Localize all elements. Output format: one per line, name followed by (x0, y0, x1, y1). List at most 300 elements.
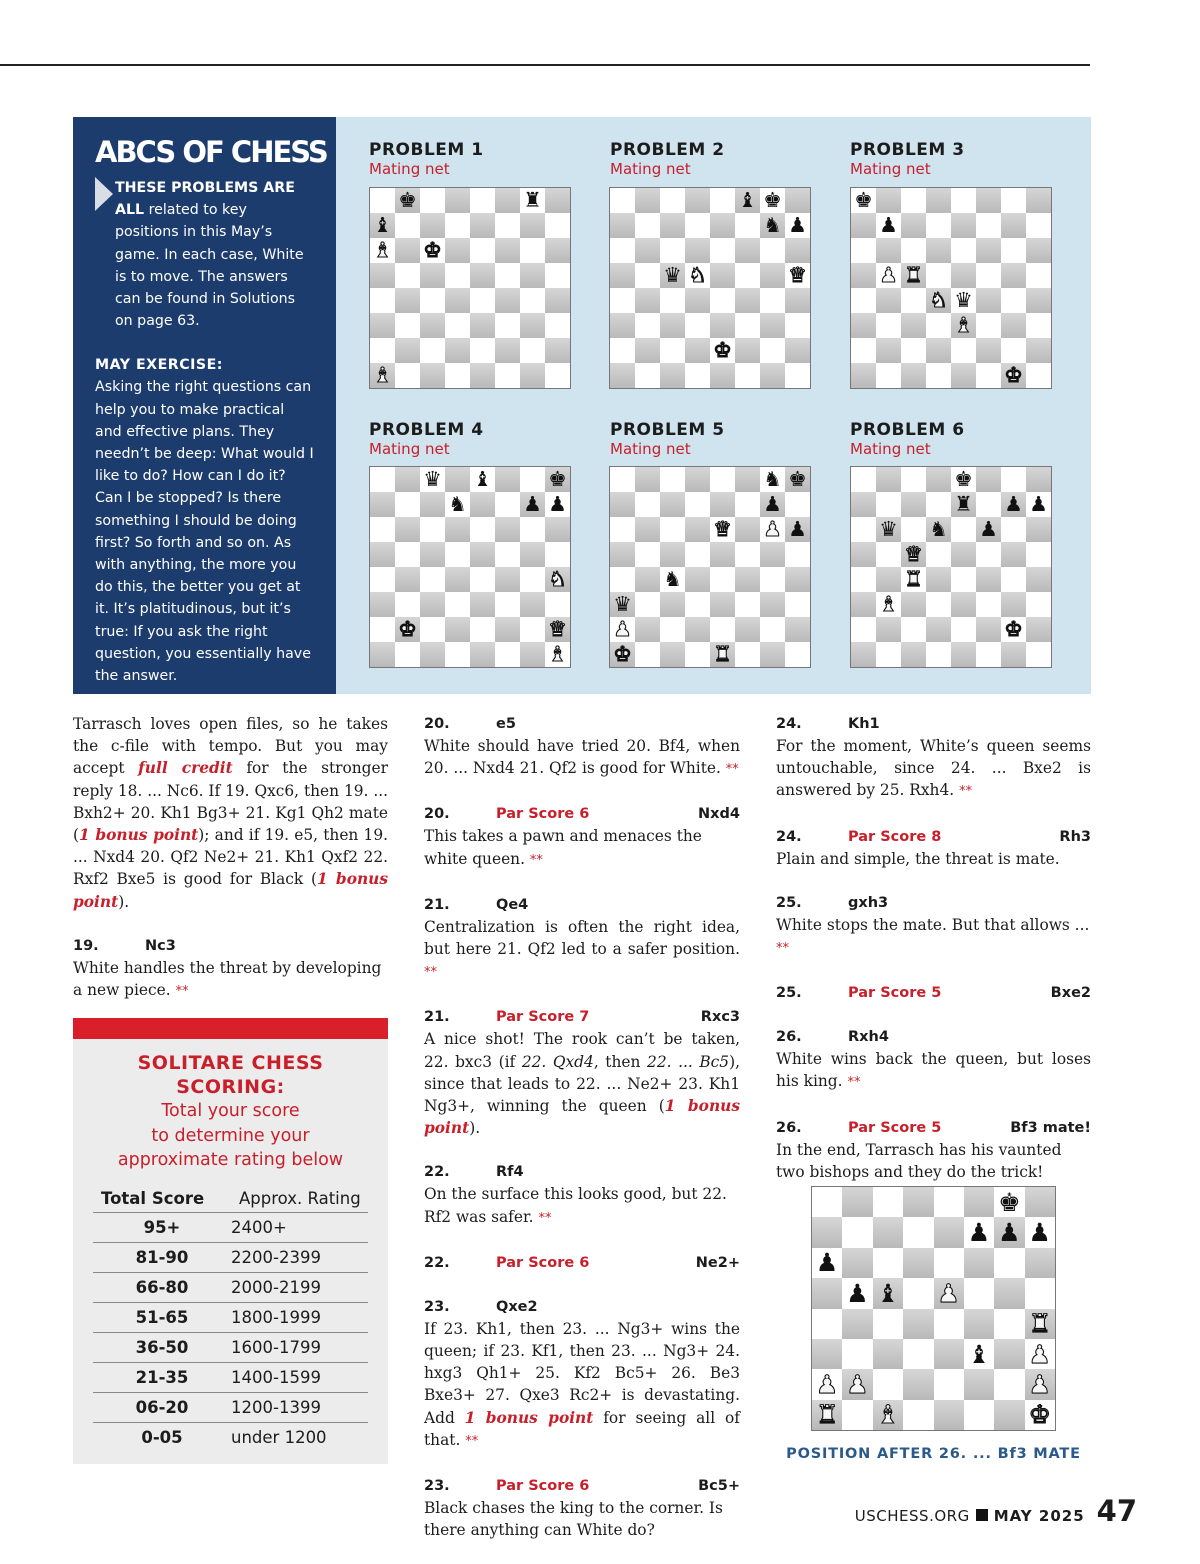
white-knight-icon: ♞ (688, 263, 707, 288)
board-square (735, 213, 760, 238)
white-king-icon: ♚ (1028, 1400, 1052, 1430)
board-square (395, 592, 420, 617)
black-king-icon: ♚ (398, 188, 417, 213)
board-square (545, 542, 570, 567)
board-square (520, 363, 545, 388)
board-square (635, 188, 660, 213)
white-pawn-icon: ♟ (1028, 1369, 1052, 1399)
par-score-header: 24. Par Score 8 Rh3 (776, 828, 1091, 845)
move-header: 26. Rxh4 (776, 1029, 889, 1046)
board-square (685, 338, 710, 363)
board-square (851, 238, 876, 263)
board-square (842, 1248, 872, 1278)
board-square (635, 517, 660, 542)
white-bishop-icon: ♝ (879, 592, 898, 617)
white-pawn-icon: ♟ (879, 263, 898, 288)
board-square (370, 263, 395, 288)
white-rook-icon: ♜ (713, 642, 732, 667)
column-3 (776, 713, 1091, 1183)
board-square (851, 363, 876, 388)
board-square (685, 617, 710, 642)
board-square (495, 188, 520, 213)
board-square (785, 492, 810, 517)
board-square (660, 363, 685, 388)
table-row (93, 1212, 368, 1242)
board-square (445, 617, 470, 642)
top-rule (0, 64, 1090, 66)
board-square (545, 313, 570, 338)
board-square (901, 188, 926, 213)
board-square (1025, 1278, 1055, 1308)
board-square (495, 642, 520, 667)
board-square (545, 567, 570, 592)
problem-5 (610, 420, 820, 459)
board-square (901, 213, 926, 238)
board-square (976, 313, 1001, 338)
board-square (1025, 1248, 1055, 1278)
board-square (395, 363, 420, 388)
problem-title: PROBLEM 6 (850, 420, 965, 440)
board-square (901, 542, 926, 567)
board-square (470, 567, 495, 592)
board-square (851, 188, 876, 213)
scoring-box (73, 1018, 388, 1464)
board-square (1025, 1217, 1055, 1247)
board-square (760, 263, 785, 288)
chess-board-problem-1 (369, 187, 571, 389)
board-square (470, 517, 495, 542)
board-square (876, 617, 901, 642)
board-square (445, 313, 470, 338)
white-knight-icon: ♞ (929, 288, 948, 313)
move-comment: White handles the threat by developing a new piece. ** (73, 958, 382, 1000)
rating-range: 1600-1799 (231, 1332, 368, 1362)
board-square (470, 188, 495, 213)
board-square (812, 1400, 842, 1430)
black-knight-icon: ♞ (763, 213, 782, 238)
problem-subtitle: Mating net (369, 440, 450, 458)
board-square (1001, 492, 1026, 517)
board-square (395, 188, 420, 213)
board-square (520, 517, 545, 542)
black-bishop-icon: ♝ (967, 1339, 991, 1369)
board-square (901, 467, 926, 492)
move-comment: White stops the mate. But that allows ... ** (776, 915, 1090, 957)
board-square (710, 238, 735, 263)
board-square (520, 313, 545, 338)
board-square (785, 313, 810, 338)
board-square (420, 592, 445, 617)
board-square (710, 492, 735, 517)
board-square (710, 338, 735, 363)
board-square (370, 592, 395, 617)
black-pawn-icon: ♟ (879, 213, 898, 238)
board-square (635, 213, 660, 238)
board-square (976, 338, 1001, 363)
black-queen-icon: ♛ (663, 263, 682, 288)
move-comment: Plain and simple, the threat is mate. (776, 849, 1060, 868)
board-square (951, 592, 976, 617)
board-square (610, 567, 635, 592)
board-square (994, 1187, 1024, 1217)
board-square (395, 517, 420, 542)
board-square (876, 313, 901, 338)
board-square (842, 1278, 872, 1308)
black-pawn-icon: ♟ (548, 492, 567, 517)
board-square (495, 592, 520, 617)
chess-board-problem-3 (850, 187, 1052, 389)
table-row (93, 1272, 368, 1302)
move-comment: Black chases the king to the corner. Is there anything can White do? (424, 1499, 723, 1540)
exercise-body: Asking the right questions can help you to make practical and effective plans. They needn’t be deep: What would I like to do? How can I do it? Can I be stopped? Is there something I should be doing first? So forth and so on. As with anything, the more you do this, the better you get at it. It’s platitudinous, but it’s true: If you ask the right question, you essentially have the answer. (95, 379, 314, 685)
board-square (976, 288, 1001, 313)
board-square (370, 492, 395, 517)
board-square (994, 1400, 1024, 1430)
board-square (934, 1248, 964, 1278)
board-square (976, 467, 1001, 492)
board-square (760, 288, 785, 313)
board-square (685, 363, 710, 388)
board-square (545, 517, 570, 542)
scoring-bar (73, 1018, 388, 1039)
board-square (635, 313, 660, 338)
problem-subtitle: Mating net (610, 440, 691, 458)
board-square (710, 517, 735, 542)
board-square (901, 313, 926, 338)
board-square (760, 542, 785, 567)
board-square (470, 288, 495, 313)
board-square (660, 188, 685, 213)
white-rook-icon: ♜ (1028, 1309, 1052, 1339)
board-square (685, 467, 710, 492)
board-square (994, 1369, 1024, 1399)
board-square (660, 467, 685, 492)
board-square (520, 617, 545, 642)
board-square (926, 363, 951, 388)
board-square (520, 288, 545, 313)
black-pawn-icon: ♟ (998, 1218, 1021, 1247)
board-square (635, 288, 660, 313)
board-square (545, 592, 570, 617)
white-king-icon: ♚ (398, 617, 417, 642)
board-square (951, 467, 976, 492)
board-square (545, 288, 570, 313)
board-square (760, 617, 785, 642)
board-square (1001, 542, 1026, 567)
board-square (395, 542, 420, 567)
board-square (851, 567, 876, 592)
board-square (951, 567, 976, 592)
white-pawn-icon: ♟ (613, 617, 632, 642)
board-square (926, 338, 951, 363)
rating-range: 2200-2399 (231, 1242, 368, 1272)
board-square (545, 617, 570, 642)
board-square (445, 338, 470, 363)
board-square (1026, 363, 1051, 388)
board-square (420, 492, 445, 517)
white-bishop-icon: ♝ (373, 363, 392, 388)
board-square (994, 1309, 1024, 1339)
board-square (851, 213, 876, 238)
black-pawn-icon: ♟ (979, 517, 998, 542)
board-square (876, 213, 901, 238)
board-square (976, 363, 1001, 388)
move-comment: Centralization is often the right idea, but here 21. Qf2 led to a safer position. ** (424, 917, 740, 981)
feature-title: ABCS OF CHESS (95, 135, 327, 169)
board-square (710, 313, 735, 338)
board-square (495, 542, 520, 567)
board-square (926, 213, 951, 238)
board-square (976, 642, 1001, 667)
board-square (445, 567, 470, 592)
board-square (976, 592, 1001, 617)
board-square (685, 592, 710, 617)
board-square (685, 492, 710, 517)
board-square (635, 592, 660, 617)
board-square (735, 617, 760, 642)
board-square (951, 642, 976, 667)
board-square (370, 313, 395, 338)
board-square (1026, 238, 1051, 263)
board-square (395, 313, 420, 338)
problem-title: PROBLEM 1 (369, 140, 484, 160)
board-square (520, 492, 545, 517)
board-square (926, 467, 951, 492)
move-header: 21. Qe4 (424, 896, 529, 913)
board-square (842, 1339, 872, 1369)
rating-range: 2000-2199 (231, 1272, 368, 1302)
chess-board-problem-6 (850, 466, 1052, 668)
board-square (710, 213, 735, 238)
board-square (951, 213, 976, 238)
problem-subtitle: Mating net (610, 160, 691, 178)
board-square (370, 238, 395, 263)
board-square (735, 517, 760, 542)
arrow-icon (95, 177, 113, 211)
board-square (951, 313, 976, 338)
board-square (520, 188, 545, 213)
problem-2 (610, 140, 820, 179)
board-square (876, 338, 901, 363)
board-square (370, 467, 395, 492)
chess-board-final-position (811, 1186, 1056, 1431)
board-square (1001, 263, 1026, 288)
board-square (876, 542, 901, 567)
board-square (812, 1217, 842, 1247)
white-king-icon: ♚ (613, 642, 632, 667)
board-square (934, 1369, 964, 1399)
board-square (395, 213, 420, 238)
board-square (495, 238, 520, 263)
board-square (420, 363, 445, 388)
board-square (1025, 1309, 1055, 1339)
board-square (495, 617, 520, 642)
score-range: 66-80 (93, 1272, 231, 1302)
board-square (785, 567, 810, 592)
board-square (635, 542, 660, 567)
board-square (710, 288, 735, 313)
board-square (964, 1217, 994, 1247)
board-square (370, 567, 395, 592)
board-square (934, 1187, 964, 1217)
board-square (370, 617, 395, 642)
board-square (735, 542, 760, 567)
board-square (873, 1369, 903, 1399)
board-square (445, 542, 470, 567)
board-square (735, 363, 760, 388)
black-pawn-icon: ♟ (1029, 492, 1048, 517)
board-square (395, 263, 420, 288)
board-square (470, 338, 495, 363)
problem-subtitle: Mating net (850, 440, 931, 458)
board-square (545, 363, 570, 388)
problem-title: PROBLEM 3 (850, 140, 965, 160)
rating-range: 1400-1599 (231, 1362, 368, 1392)
square-icon (976, 1509, 988, 1521)
board-square (812, 1248, 842, 1278)
board-square (785, 542, 810, 567)
move-header: 25. gxh3 (776, 894, 889, 911)
move-comment: This takes a pawn and menaces the white queen. ** (424, 827, 702, 868)
board-square (520, 338, 545, 363)
board-square (760, 517, 785, 542)
white-rook-icon: ♜ (904, 263, 923, 288)
board-square (951, 542, 976, 567)
board-square (610, 592, 635, 617)
move-header: 19. Nc3 (73, 937, 176, 954)
board-square (520, 642, 545, 667)
board-square (976, 263, 1001, 288)
board-square (445, 517, 470, 542)
rating-range: 2400+ (231, 1212, 368, 1242)
board-square (495, 263, 520, 288)
board-square (926, 492, 951, 517)
board-square (1001, 467, 1026, 492)
black-king-icon: ♚ (788, 467, 807, 492)
abcs-sidebar (73, 117, 336, 694)
board-square (785, 617, 810, 642)
board-square (545, 238, 570, 263)
problem-6 (850, 420, 1060, 459)
board-square (851, 592, 876, 617)
black-knight-icon: ♞ (929, 517, 948, 542)
board-square (520, 467, 545, 492)
board-square (876, 467, 901, 492)
board-square (520, 263, 545, 288)
board-square (851, 517, 876, 542)
board-square (873, 1248, 903, 1278)
board-square (635, 338, 660, 363)
white-bishop-icon: ♝ (876, 1400, 900, 1430)
board-square (876, 517, 901, 542)
stars-icon: ** (175, 984, 189, 1000)
board-square (685, 567, 710, 592)
board-square (964, 1400, 994, 1430)
move-comment: For the moment, White’s queen seems untouchable, since 24. ... Bxe2 is answered by 25. Rxh4. ** (776, 737, 1091, 800)
board-square (635, 263, 660, 288)
board-square (395, 617, 420, 642)
score-range: 95+ (93, 1212, 231, 1242)
board-square (660, 517, 685, 542)
white-bishop-icon: ♝ (373, 238, 392, 263)
board-square (445, 288, 470, 313)
table-row (93, 1242, 368, 1272)
white-pawn-icon: ♟ (937, 1278, 960, 1308)
board-square (903, 1187, 933, 1217)
board-square (660, 213, 685, 238)
black-pawn-icon: ♟ (763, 492, 782, 517)
black-knight-icon: ♞ (663, 567, 682, 592)
board-square (1001, 363, 1026, 388)
black-pawn-icon: ♟ (788, 517, 807, 542)
board-square (851, 263, 876, 288)
board-square (610, 213, 635, 238)
board-square (785, 592, 810, 617)
board-square (951, 288, 976, 313)
board-square (420, 567, 445, 592)
board-square (685, 263, 710, 288)
board-square (610, 492, 635, 517)
board-square (812, 1278, 842, 1308)
board-square (1025, 1369, 1055, 1399)
board-square (926, 288, 951, 313)
move-header: 23. Qxe2 (424, 1298, 538, 1315)
board-square (760, 363, 785, 388)
board-square (903, 1278, 933, 1308)
footer-site: USCHESS.ORG (854, 1507, 970, 1525)
board-square (903, 1217, 933, 1247)
white-king-icon: ♚ (713, 338, 732, 363)
board-square (994, 1248, 1024, 1278)
board-square (901, 567, 926, 592)
board-square (635, 642, 660, 667)
board-square (926, 263, 951, 288)
move-comment: A nice shot! The rook can’t be taken, 22. bxc3 (if 22. Qxd4, then 22. ... Bc5), since that leads to 22. ... Ne2+ 23. Kh1 Ng3+, winning the queen (1 bonus point). (424, 1030, 740, 1138)
board-square (1025, 1187, 1055, 1217)
white-queen-icon: ♛ (904, 542, 923, 567)
board-square (420, 288, 445, 313)
board-square (1026, 567, 1051, 592)
board-square (785, 338, 810, 363)
col-header-score: Total Score (93, 1185, 231, 1213)
scoring-title: SOLITARE CHESS SCORING: (137, 1052, 324, 1098)
black-king-icon: ♚ (854, 188, 873, 213)
white-pawn-icon: ♟ (1028, 1339, 1052, 1369)
board-square (545, 213, 570, 238)
board-square (964, 1309, 994, 1339)
board-square (785, 263, 810, 288)
board-square (710, 592, 735, 617)
board-square (812, 1187, 842, 1217)
board-square (903, 1369, 933, 1399)
black-queen-icon: ♛ (613, 592, 632, 617)
board-square (1026, 592, 1051, 617)
white-king-icon: ♚ (1004, 617, 1023, 642)
board-square (495, 517, 520, 542)
board-square (1001, 213, 1026, 238)
par-score-header: 26. Par Score 5 Bf3 mate! (776, 1119, 1091, 1136)
board-square (934, 1339, 964, 1369)
table-row (93, 1362, 368, 1392)
board-square (926, 642, 951, 667)
board-square (901, 592, 926, 617)
board-square (926, 617, 951, 642)
par-score-header: 23. Par Score 6 Bc5+ (424, 1478, 740, 1495)
board-square (370, 338, 395, 363)
board-square (851, 642, 876, 667)
board-square (1026, 617, 1051, 642)
board-square (470, 313, 495, 338)
